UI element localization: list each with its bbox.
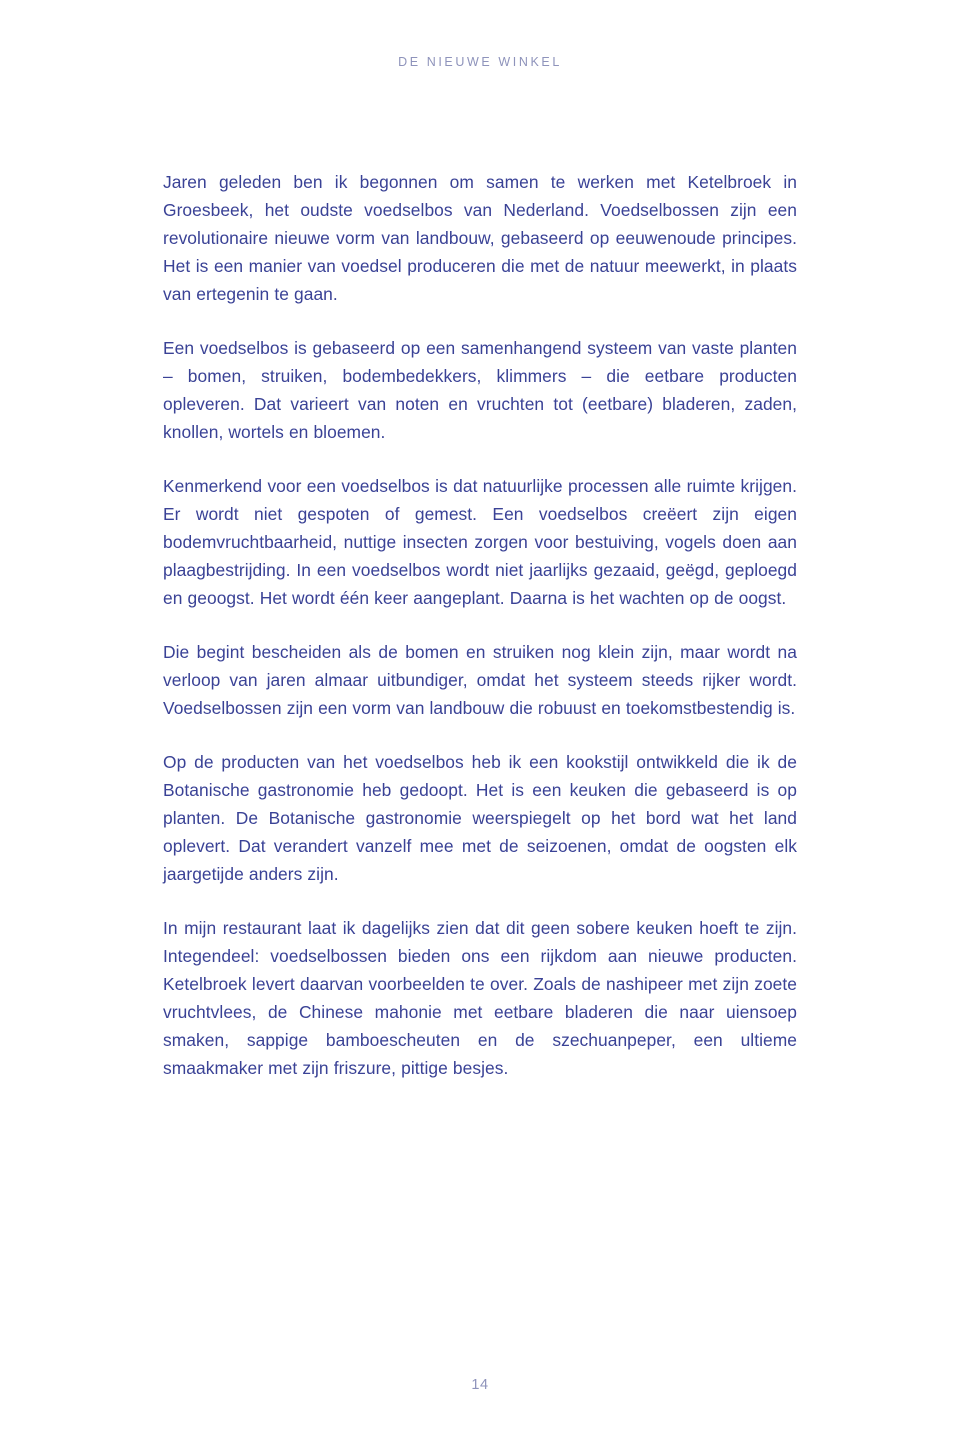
body-paragraph: Een voedselbos is gebaseerd op een samenhangend systeem van vaste planten – bomen, struiken, bodembedekkers, klimmers – die eetbare producten opleveren. Dat varieert van noten en vruchten tot (eetbare) bladeren, zaden, knollen, wortels en bloemen. [163,338,797,442]
page-number: 14 [471,1376,489,1393]
running-head: DE NIEUWE WINKEL [398,55,562,69]
body-paragraph: Op de producten van het voedselbos heb ik een kookstijl ontwikkeld die ik de Botanische gastronomie heb gedoopt. Het is een keuken die gebaseerd is op planten. De Botanische gastronomie weerspiegelt op het bord wat het land oplevert. Dat verandert vanzelf mee met de seizoenen, omdat de oogsten elk jaargetijde anders zijn. [163,752,797,884]
body-paragraph: Die begint bescheiden als de bomen en struiken nog klein zijn, maar wordt na verloop van jaren almaar uitbundiger, omdat het systeem steeds rijker wordt. Voedselbossen zijn een vorm van landbouw die robuust en toekomstbestendig is. [163,642,797,718]
body-paragraph: Jaren geleden ben ik begonnen om samen te werken met Ketelbroek in Groesbeek, het oudste voedselbos van Nederland. Voedselbossen zijn een revolutionaire nieuwe vorm van landbouw, gebaseerd op eeuwenoude principes. Het is een manier van voedsel produceren die met de natuur meewerkt, in plaats van ertegenin te gaan. [163,172,797,304]
body-paragraph: Kenmerkend voor een voedselbos is dat natuurlijke processen alle ruimte krijgen. Er wordt niet gespoten of gemest. Een voedselbos creëert zijn eigen bodemvruchtbaarheid, nuttige insecten zorgen voor bestuiving, vogels doen aan plaagbestrijding. In een voedselbos wordt niet jaarlijks gezaaid, geëgd, geploegd en geoogst. Het wordt één keer aangeplant. Daarna is het wachten op de oogst. [163,476,797,608]
body-text-column [163,168,797,1082]
body-paragraph: In mijn restaurant laat ik dagelijks zien dat dit geen sobere keuken hoeft te zijn. Integendeel: voedselbossen bieden ons een rijkdom aan nieuwe producten. Ketelbroek levert daarvan voorbeelden te over. Zoals de nashipeer met zijn zoete vruchtvlees, de Chinese mahonie met eetbare bladeren die naar uiensoep smaken, sappige bamboescheuten en de szechuanpeper, een ultieme smaakmaker met zijn friszure, pittige besjes. [163,918,797,1078]
